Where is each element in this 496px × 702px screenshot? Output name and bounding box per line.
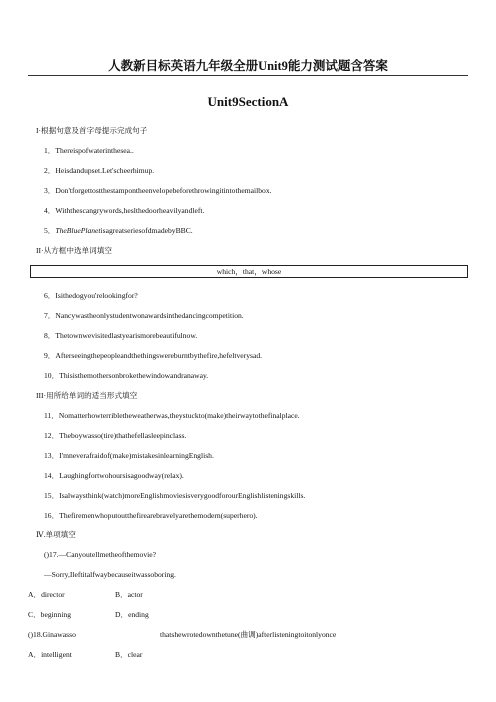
part1-item-5: [44, 226, 193, 236]
part3-heading: III·用所给单词的适当形式填空: [36, 391, 138, 400]
question-17: ()17.—Canyoutellmetheofthemovie?: [44, 550, 156, 559]
q17-option-b: B．actor: [115, 590, 143, 599]
q17-option-c: C．beginning: [28, 610, 72, 619]
part2-item-9: 9．Afterseeingthepeopleandthethingswereburntbythefire,hefeltverysad.: [44, 351, 263, 360]
part2-item-10: 10．Thisisthemothersonbrokethewindowandranaway.: [44, 371, 209, 380]
section-title: Unit9SectionA: [207, 94, 289, 109]
part1-item-3: 3．Don'tforgettostthestampontheenvelopebeforethrowingitintothemailbox.: [44, 186, 272, 195]
q18-option-a: A．intelligent: [28, 650, 72, 659]
q18-option-b: B．clear: [115, 650, 143, 659]
part3-item-11: 11．Nomatterhowterribletheweatherwas,theystuckto(make)theirwaytothefinalplace.: [44, 411, 300, 420]
part2-item-8: 8．Thetownwevisitedlastyearismorebeautifulnow.: [44, 331, 198, 340]
question-18-start: ()18.Ginawasso: [28, 630, 76, 639]
part3-item-14: 14．Laughingfortwohoursisagoodway(relax).: [44, 471, 184, 480]
q17-option-d: D．ending: [115, 610, 149, 619]
part4-heading: Ⅳ.单项填空: [36, 530, 76, 539]
part2-item-7: 7．Nancywastheonlystudentwonawardsinthedancingcompetition.: [44, 311, 244, 320]
part1-item-4: 4．Withthescangrywords,heslthedoorheavilyandleft.: [44, 206, 205, 215]
part3-item-12: 12．Theboywasso(tire)thathefellasleepinclass.: [44, 431, 187, 440]
part1-item-5-italic-title: TheBluePlanet: [55, 226, 101, 235]
word-box-words: which，that，whose: [216, 267, 282, 276]
part1-item-2: 2．Heisdandupset.Let'scheerhimup.: [44, 166, 155, 175]
word-box: [30, 265, 468, 278]
question-17-reply: —Sorry,Ileftitalfwaybecauseitwassoboring.: [44, 570, 176, 579]
part3-item-15: 15．Isalwaysthink(watch)moreEnglishmoviesisverygoodforourEnglishlisteningskills.: [44, 491, 306, 500]
part1-item-1: 1．Thereispofwaterinthesea..: [44, 146, 134, 155]
part3-item-13: 13．I'mneverafraidof(make)mistakesinlearningEnglish.: [44, 451, 214, 460]
document-title: 人教新目标英语九年级全册Unit9能力测试题含答案: [108, 59, 388, 73]
part1-item-5-number: 5．: [44, 226, 56, 235]
q17-option-a: A．director: [28, 590, 65, 599]
part2-heading: II·从方框中选单词填空: [36, 246, 112, 255]
part1-item-5-rest: isagreatseriesofdmadebyBBC.: [100, 226, 193, 235]
title-divider: [28, 75, 468, 76]
part1-heading: I·根据句意及首字母提示完成句子: [36, 126, 148, 135]
question-18-end: thatshewrotedownthetune(曲调)afterlisteningtoitonlyonce: [160, 630, 337, 639]
part3-item-16: 16．Thefiremenwhoputoutthefirearebravelyarethemodern(superhero).: [44, 511, 258, 520]
part2-item-6: 6．Isithedogyou'relookingfor?: [44, 291, 138, 300]
